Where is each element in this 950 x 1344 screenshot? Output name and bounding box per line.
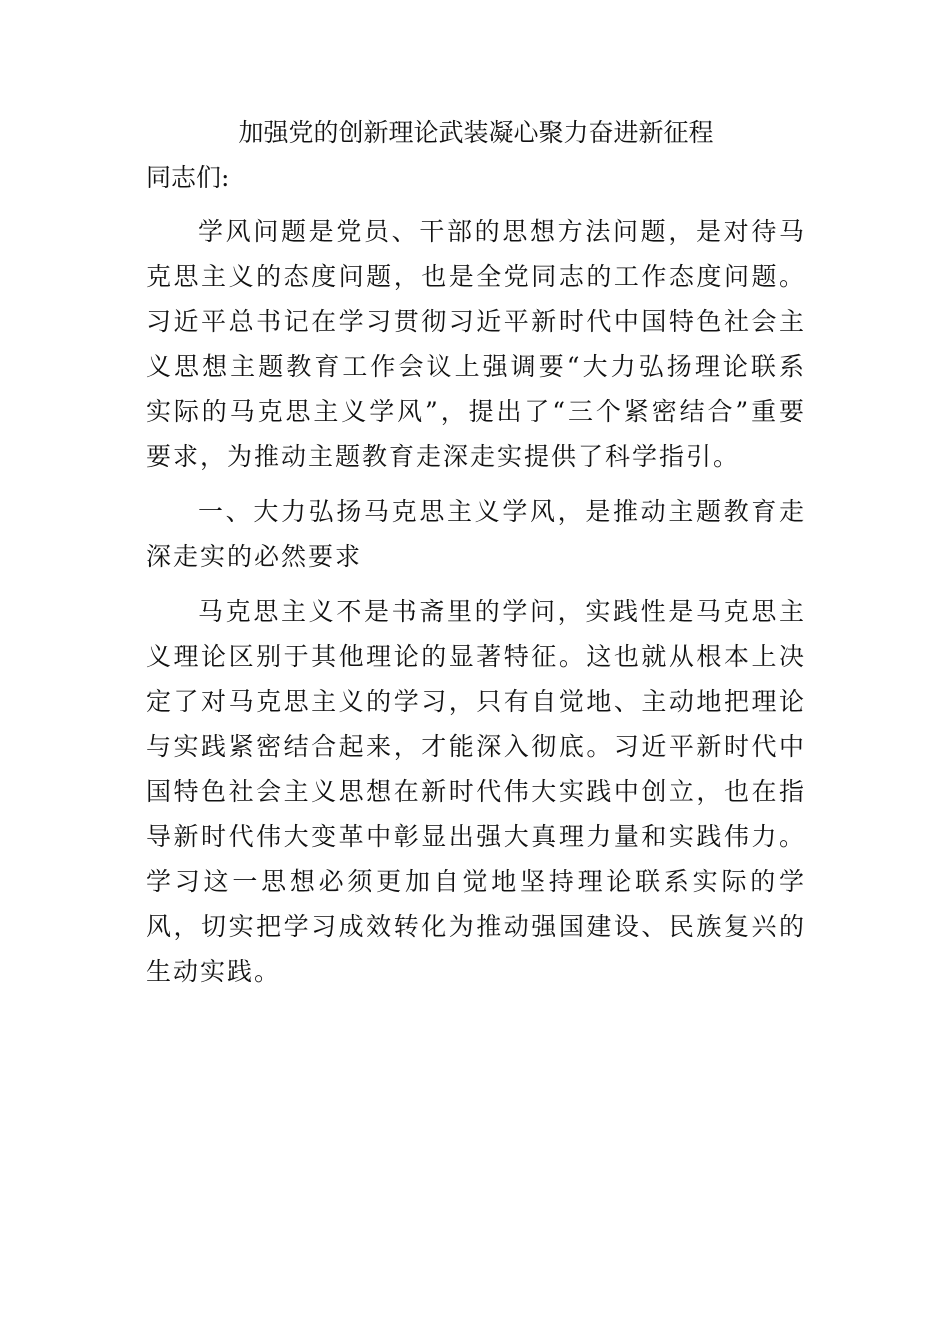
paragraph-section-1: 马克思主义不是书斋里的学问，实践性是马克思主义理论区别于其他理论的显著特征。这也就从根本上决定了对马克思主义的学习，只有自觉地、主动地把理论与实践紧密结合起来，才能深入彻底。习近平新时代中国特色社会主义思想在新时代伟大实践中创立，也在指导新时代伟大变革中彰显出强大真理力量和实践伟力。学习这一思想必须更加自觉地坚持理论联系实际的学风，切实把学习成效转化为推动强国建设、民族复兴的生动实践。 — [146, 597, 806, 986]
salutation: 同志们: — [146, 163, 230, 192]
document-body — [146, 110, 806, 994]
section-heading-1: 一、大力弘扬马克思主义学风，是推动主题教育走深走实的必然要求 — [146, 497, 806, 571]
paragraph-intro: 学风问题是党员、干部的思想方法问题，是对待马克思主义的态度问题，也是全党同志的工作态度问题。习近平总书记在学习贯彻习近平新时代中国特色社会主义思想主题教育工作会议上强调要“大力弘扬理论联系实际的马克思主义学风”，提出了“三个紧密结合”重要要求，为推动主题教育走深走实提供了科学指引。 — [146, 217, 806, 471]
document-title: 加强党的创新理论武装凝心聚力奋进新征程 — [238, 118, 714, 147]
